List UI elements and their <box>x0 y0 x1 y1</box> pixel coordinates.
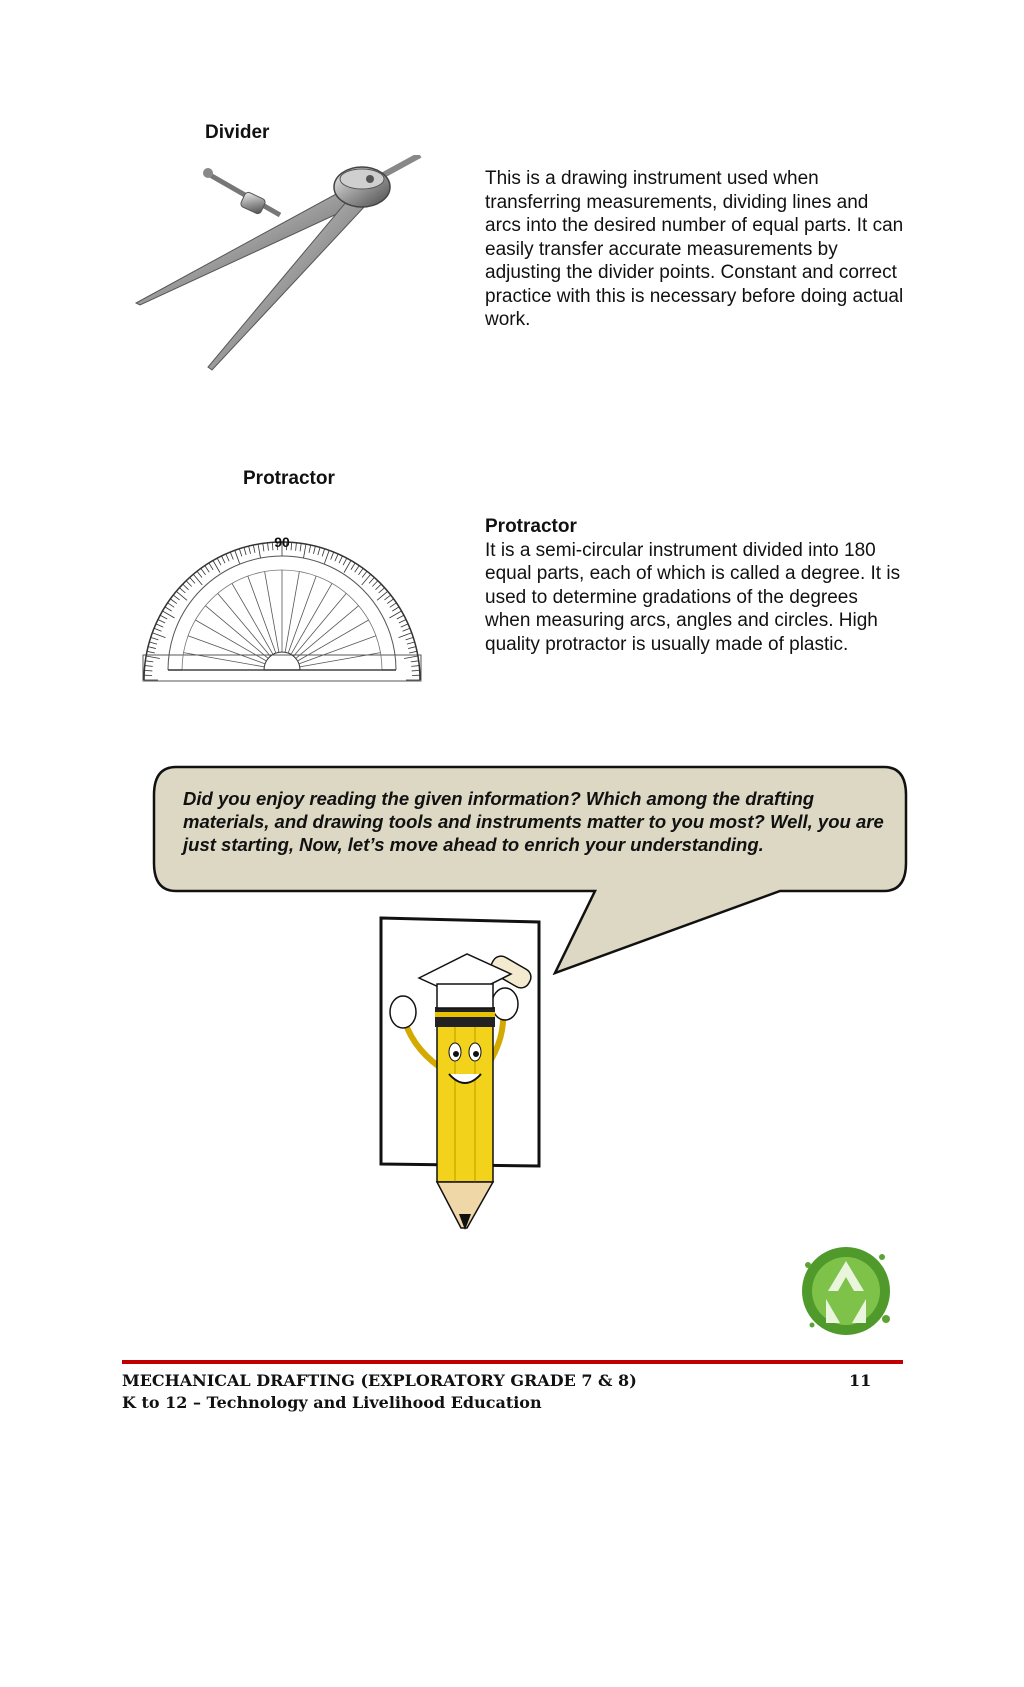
protractor-center-mark: 90 <box>274 534 290 550</box>
protractor-radial-line <box>248 576 276 653</box>
protractor-tick <box>179 588 185 593</box>
protractor-tick <box>222 556 226 563</box>
divider-heading: Divider <box>205 122 270 143</box>
divider-image <box>130 155 430 375</box>
protractor-tick <box>309 545 311 553</box>
protractor-tick <box>244 547 246 555</box>
speech-bubble-text: Did you enjoy reading the given information? Which among the drafting materials, and drawing tools and instruments matter to you most? Well, you are just starting, Now, let’s move ahead to enrich your understanding. <box>183 788 884 855</box>
protractor-tick <box>399 620 406 624</box>
page-number: 11 <box>849 1371 872 1390</box>
protractor-tick <box>362 571 367 577</box>
divider-description: This is a drawing instrument used when transferring measurements, dividing lines and arcs into the desired number of equal parts. It can easily transfer accurate measurements by adjusting the divider points. Constant and correct practice with this is necessary before doing actual work. <box>485 168 904 330</box>
protractor-tick <box>154 628 161 631</box>
protractor-tick <box>407 642 415 644</box>
pencil-mascot-image <box>375 912 555 1230</box>
protractor-tick <box>372 581 378 587</box>
protractor-tick <box>197 571 202 577</box>
protractor-tick <box>401 624 408 627</box>
protractor-description-title: Protractor <box>485 516 577 537</box>
protractor-tick <box>296 543 297 551</box>
protractor-tick <box>379 588 385 593</box>
protractor-tick <box>144 670 152 671</box>
protractor-radial-line <box>296 606 359 659</box>
protractor-tick <box>399 633 412 638</box>
protractor-tick <box>406 637 414 639</box>
protractor-tick <box>226 554 229 561</box>
protractor-tick <box>186 581 192 587</box>
protractor-tick <box>272 542 273 550</box>
protractor-radial-line <box>288 576 316 653</box>
protractor-tick <box>158 620 165 624</box>
protractor-tick <box>149 642 157 644</box>
protractor-tick <box>384 595 390 600</box>
protractor-tick <box>213 560 220 572</box>
protractor-tick <box>239 549 241 557</box>
protractor-tick <box>397 615 404 619</box>
protractor-tick <box>369 577 374 583</box>
protractor-tick <box>390 603 397 607</box>
protractor-tick <box>358 568 363 574</box>
footer-title: MECHANICAL DRAFTING (EXPLORATORY GRADE 7 & 8) <box>122 1371 637 1390</box>
protractor-tick <box>318 547 320 555</box>
protractor-tick <box>387 599 393 604</box>
protractor-tick <box>313 546 315 554</box>
protractor-tick <box>183 584 189 590</box>
protractor-tick <box>300 543 301 551</box>
protractor-tick <box>147 651 155 653</box>
protractor-tick <box>201 568 206 574</box>
protractor-tick <box>409 651 417 653</box>
protractor-tick <box>168 603 175 607</box>
protractor-tick <box>217 558 221 565</box>
footer-subtitle: K to 12 – Technology and Livelihood Education <box>122 1393 542 1412</box>
protractor-tick <box>173 595 179 600</box>
protractor-tick <box>165 607 172 611</box>
protractor-tick <box>376 584 382 590</box>
protractor-description: It is a semi-circular instrument divided into 180 equal parts, each of which is called a degree. It is used to determine gradations of the degrees when measuring arcs, angles and circles. High quality protractor is usually made of plastic. <box>485 539 901 655</box>
protractor-tick <box>205 566 209 573</box>
protractor-tick <box>412 670 420 671</box>
protractor-tick <box>351 563 355 570</box>
protractor-tick <box>304 544 306 558</box>
protractor-tick <box>335 554 338 561</box>
protractor-tick <box>344 560 351 572</box>
protractor-tick <box>291 542 292 550</box>
protractor-image <box>142 505 424 683</box>
protractor-radial-line <box>294 593 347 656</box>
protractor-description-block <box>485 515 905 656</box>
protractor-tick <box>230 552 233 559</box>
protractor-radial-line <box>291 583 332 654</box>
protractor-tick <box>148 647 156 649</box>
protractor-tick <box>392 607 399 611</box>
protractor-radial-line <box>265 572 279 653</box>
protractor-radial-line <box>205 606 268 659</box>
protractor-tick <box>343 558 347 565</box>
protractor-tick <box>190 577 195 583</box>
protractor-tick <box>156 624 163 627</box>
protractor-tick <box>263 543 264 551</box>
protractor-tick <box>170 599 176 604</box>
protractor-tick <box>322 549 324 557</box>
protractor-tick <box>253 545 255 553</box>
protractor-heading: Protractor <box>243 468 335 489</box>
protractor-tick <box>235 550 240 563</box>
footer-rule <box>122 1360 903 1364</box>
protractor-tick <box>324 550 329 563</box>
protractor-tick <box>403 628 410 631</box>
recycle-logo <box>790 1235 902 1347</box>
protractor-tick <box>249 546 251 554</box>
protractor-tick <box>408 647 416 649</box>
protractor-radial-line <box>232 583 273 654</box>
protractor-tick <box>162 611 174 618</box>
protractor-tick <box>339 556 343 563</box>
protractor-tick <box>331 552 334 559</box>
protractor-tick <box>258 544 260 558</box>
protractor-radial-line <box>218 593 271 656</box>
protractor-tick <box>151 637 159 639</box>
protractor-tick <box>389 611 401 618</box>
protractor-tick <box>268 543 269 551</box>
protractor-radial-line <box>285 572 299 653</box>
protractor-tick <box>209 563 213 570</box>
protractor-tick <box>355 566 359 573</box>
protractor-tick <box>160 615 167 619</box>
protractor-tick <box>152 633 165 638</box>
